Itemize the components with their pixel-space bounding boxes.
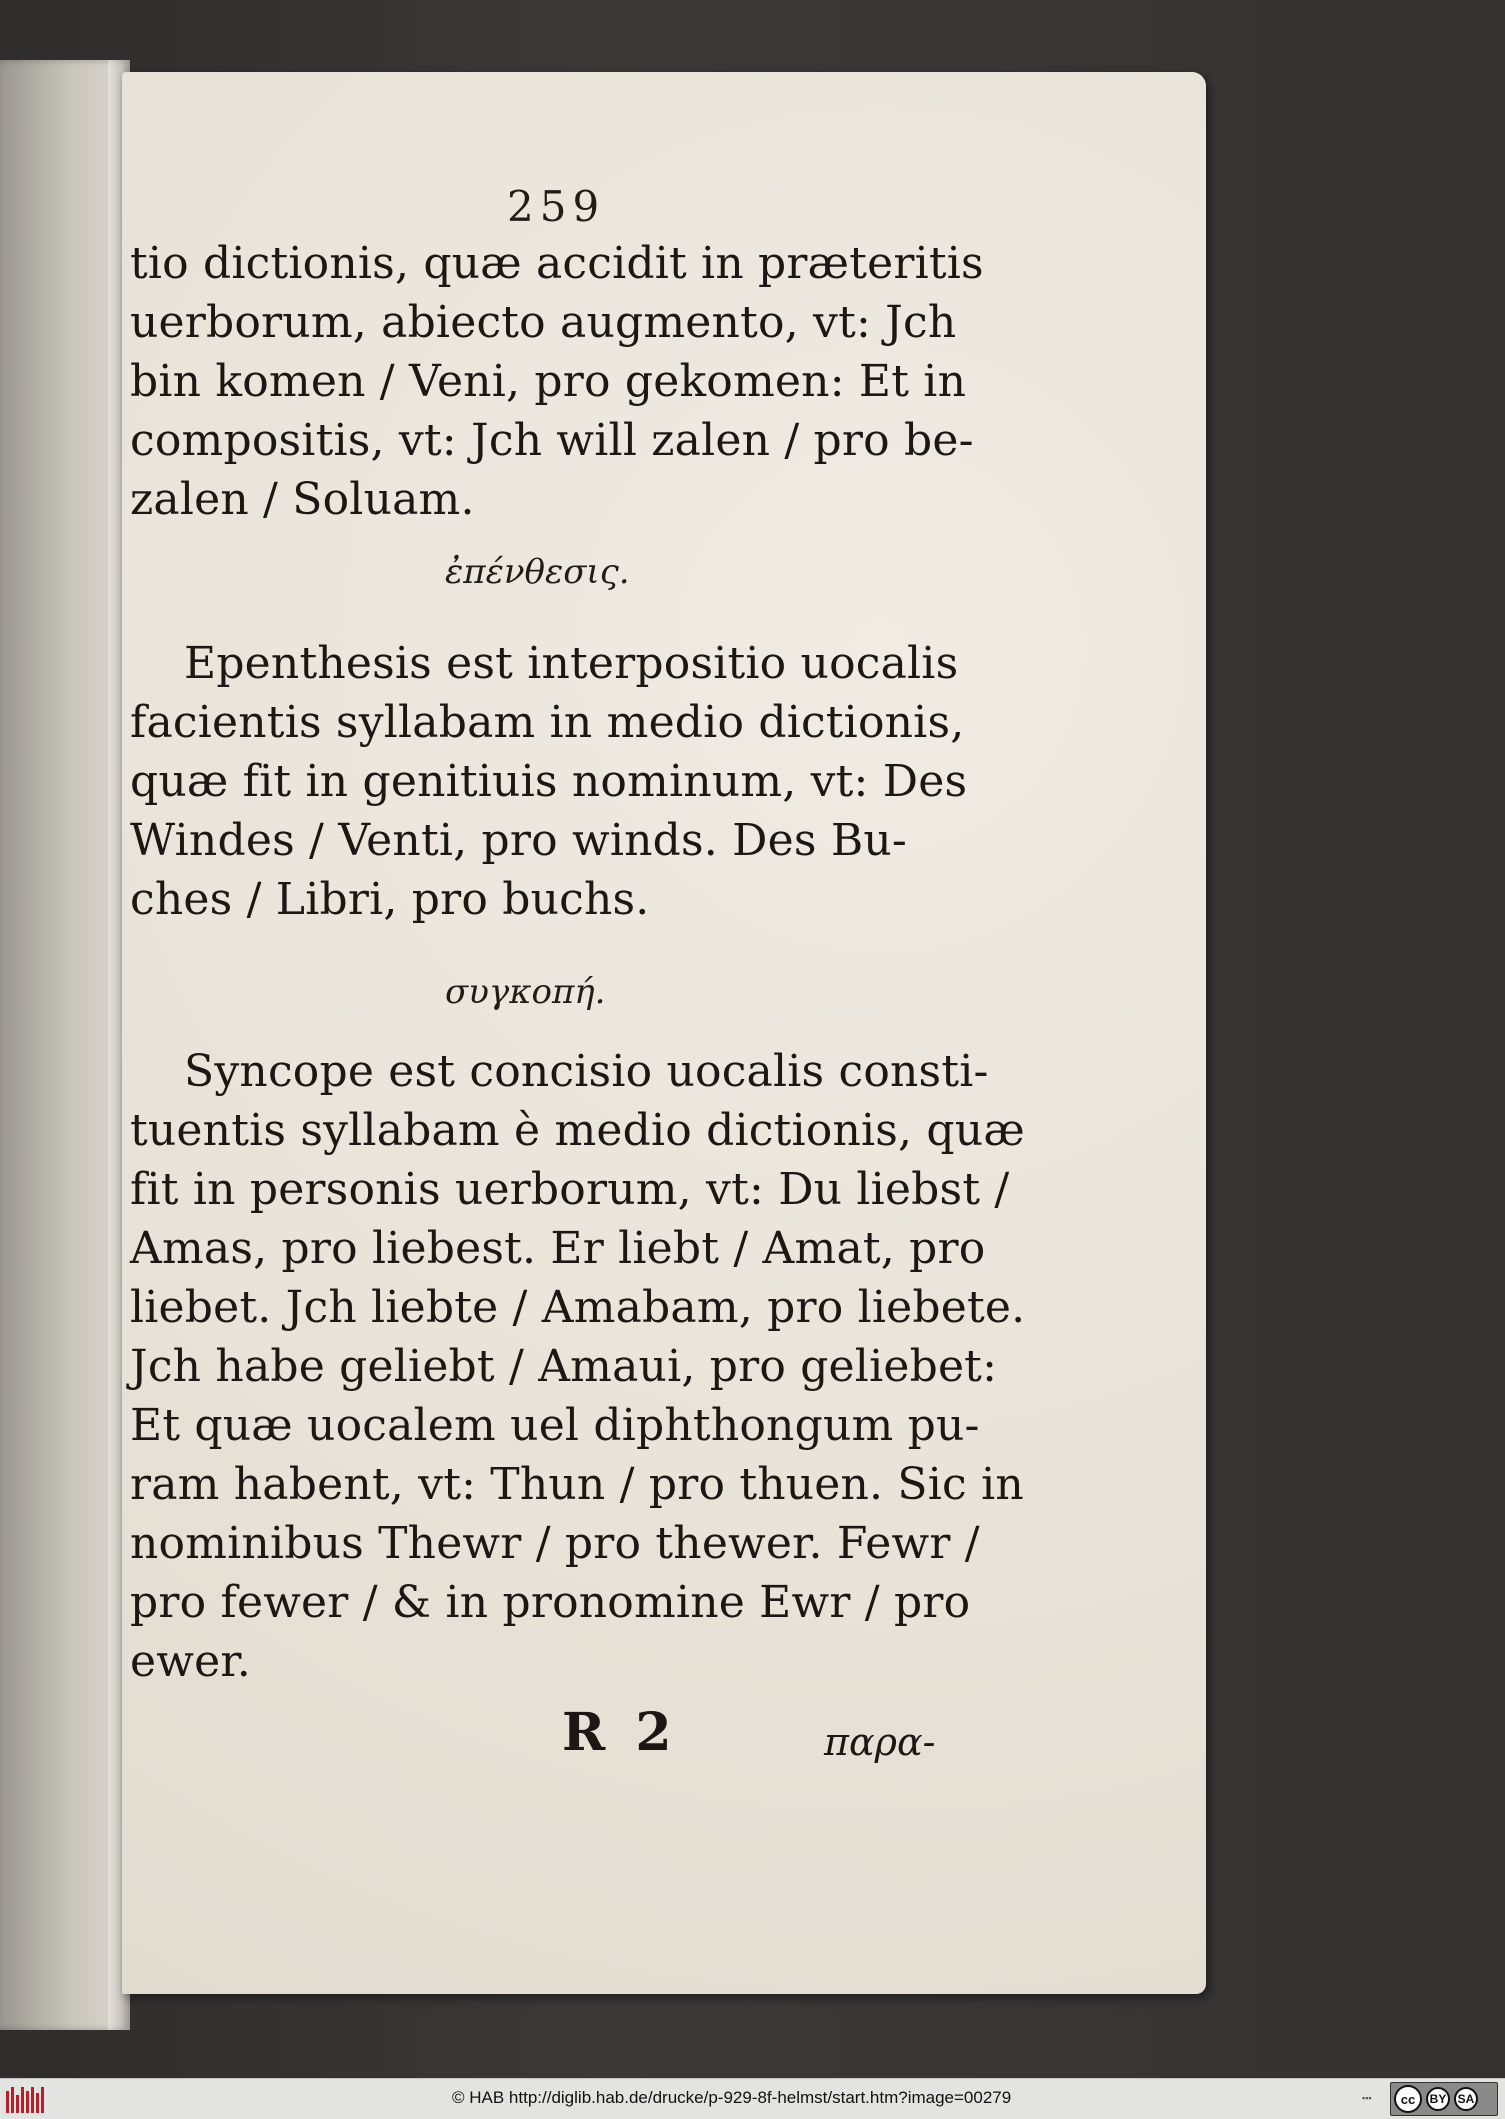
footer-bar: [0, 2078, 1505, 2119]
sa-icon: SA: [1454, 2087, 1478, 2111]
cc-icon: cc: [1394, 2085, 1422, 2113]
copyright-url[interactable]: © HAB http://diglib.hab.de/drucke/p-929-8f-helmst/start.htm?image=00279: [452, 2088, 1012, 2107]
text-line: tio dictionis, quæ accidit in præteritis: [130, 238, 984, 289]
catchword: παρα-: [824, 1720, 936, 1764]
text-line: pro fewer / & in pronomine Ewr / pro: [130, 1577, 971, 1628]
footer-dots-icon: ▪▪▪: [1362, 2093, 1372, 2103]
text-line: quæ fit in genitiuis nominum, vt: Des: [130, 756, 968, 807]
text-line: bin komen / Veni, pro gekomen: Et in: [130, 356, 967, 407]
text-line: Et quæ uocalem uel diphthongum pu-: [130, 1400, 980, 1451]
text-block-top: [130, 234, 996, 529]
text-line: ram habent, vt: Thun / pro thuen. Sic in: [130, 1459, 1024, 1510]
cc-license-badge[interactable]: [1390, 2082, 1498, 2116]
text-line: nominibus Thewr / pro thewer. Fewr /: [130, 1518, 980, 1569]
text-block-syncope: [130, 1042, 1026, 1691]
section-heading-epenthesis: ἐπένθεσις.: [445, 552, 630, 592]
text-line: uerborum, abiecto augmento, vt: Jch: [130, 297, 957, 348]
by-icon: BY: [1426, 2087, 1450, 2111]
text-line: tuentis syllabam è medio dictionis, quæ: [130, 1105, 1025, 1156]
text-line: Epenthesis est interpositio uocalis: [184, 638, 959, 689]
text-line: facientis syllabam in medio dictionis,: [130, 697, 965, 748]
text-line: ewer.: [130, 1636, 251, 1687]
text-line: compositis, vt: Jch will zalen / pro be-: [130, 415, 974, 466]
text-line: ches / Libri, pro buchs.: [130, 874, 650, 925]
text-line: zalen / Soluam.: [130, 474, 475, 525]
page-text: [122, 72, 1206, 1994]
book-page: [122, 72, 1206, 1994]
text-line: Syncope est concisio uocalis consti-: [184, 1046, 989, 1097]
page-number: 259: [507, 182, 606, 231]
text-line: fit in personis uerborum, vt: Du liebst /: [130, 1164, 1010, 1215]
text-block-epenthesis: [130, 634, 996, 929]
section-heading-syncope: συγκοπή.: [445, 972, 606, 1012]
text-line: Jch habe geliebt / Amaui, pro geliebet:: [130, 1341, 998, 1392]
text-line: Amas, pro liebest. Er liebt / Amat, pro: [130, 1223, 986, 1274]
text-line: liebet. Jch liebte / Amabam, pro liebete.: [130, 1282, 1026, 1333]
text-line: Windes / Venti, pro winds. Des Bu-: [130, 815, 907, 866]
signature-mark: R 2: [562, 1702, 678, 1763]
hab-logo-icon: [6, 2085, 46, 2113]
